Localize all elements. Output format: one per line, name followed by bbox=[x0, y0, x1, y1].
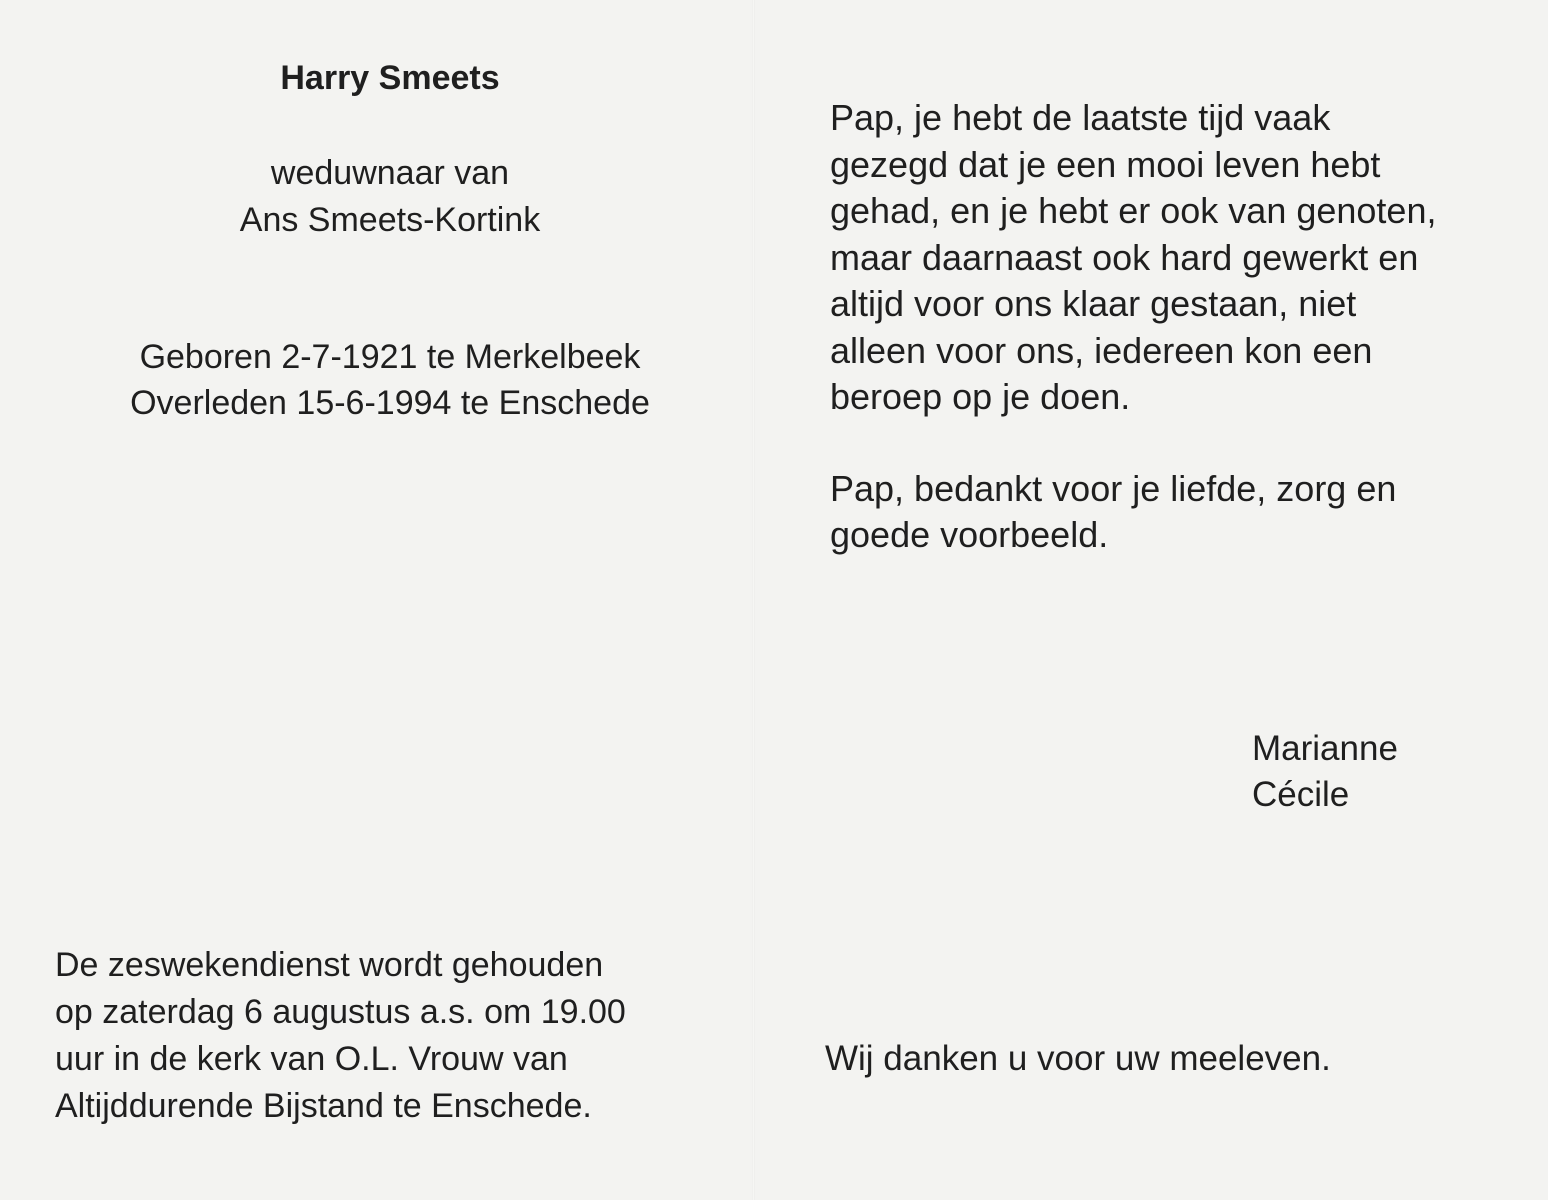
service-line: op zaterdag 6 augustus a.s. om 19.00 bbox=[55, 993, 626, 1031]
life-dates bbox=[40, 334, 740, 426]
thanks-line: goede voorbeeld. bbox=[830, 514, 1109, 555]
birth-line: Geboren 2-7-1921 te Merkelbeek bbox=[139, 338, 641, 376]
service-announcement bbox=[55, 942, 745, 1130]
thanks-line: Pap, bedankt voor je liefde, zorg en bbox=[830, 468, 1397, 509]
signers bbox=[1252, 726, 1532, 818]
signer-name: Cécile bbox=[1252, 775, 1350, 814]
widower-label: weduwnaar van bbox=[270, 154, 510, 192]
signer-name: Marianne bbox=[1252, 729, 1398, 768]
death-line: Overleden 15-6-1994 te Enschede bbox=[130, 384, 650, 422]
closing-thanks: Wij danken u voor uw meeleven. bbox=[825, 1039, 1331, 1078]
message-line: gezegd dat je een mooi leven hebt bbox=[830, 143, 1381, 185]
message-line: altijd voor ons klaar gestaan, niet bbox=[830, 283, 1357, 324]
message-line: Pap, je hebt de laatste tijd vaak bbox=[830, 97, 1331, 138]
message-line: alleen voor ons, iedereen kon een bbox=[830, 329, 1373, 371]
service-line: uur in de kerk van O.L. Vrouw van bbox=[55, 1040, 568, 1078]
service-line: De zeswekendienst wordt gehouden bbox=[55, 946, 604, 984]
thanks-message bbox=[830, 466, 1530, 558]
message-line: beroep op je doen. bbox=[830, 376, 1131, 417]
deceased-name: Harry Smeets bbox=[280, 59, 500, 97]
personal-message bbox=[830, 95, 1530, 421]
spouse-name: Ans Smeets-Kortink bbox=[239, 201, 541, 239]
message-line: maar daarnaast ook hard gewerkt en bbox=[830, 236, 1419, 278]
card-fold bbox=[752, 0, 755, 1200]
message-line: gehad, en je hebt er ook van genoten, bbox=[830, 190, 1437, 231]
widower-of bbox=[40, 150, 740, 244]
service-line: Altijddurende Bijstand te Enschede. bbox=[55, 1087, 592, 1125]
